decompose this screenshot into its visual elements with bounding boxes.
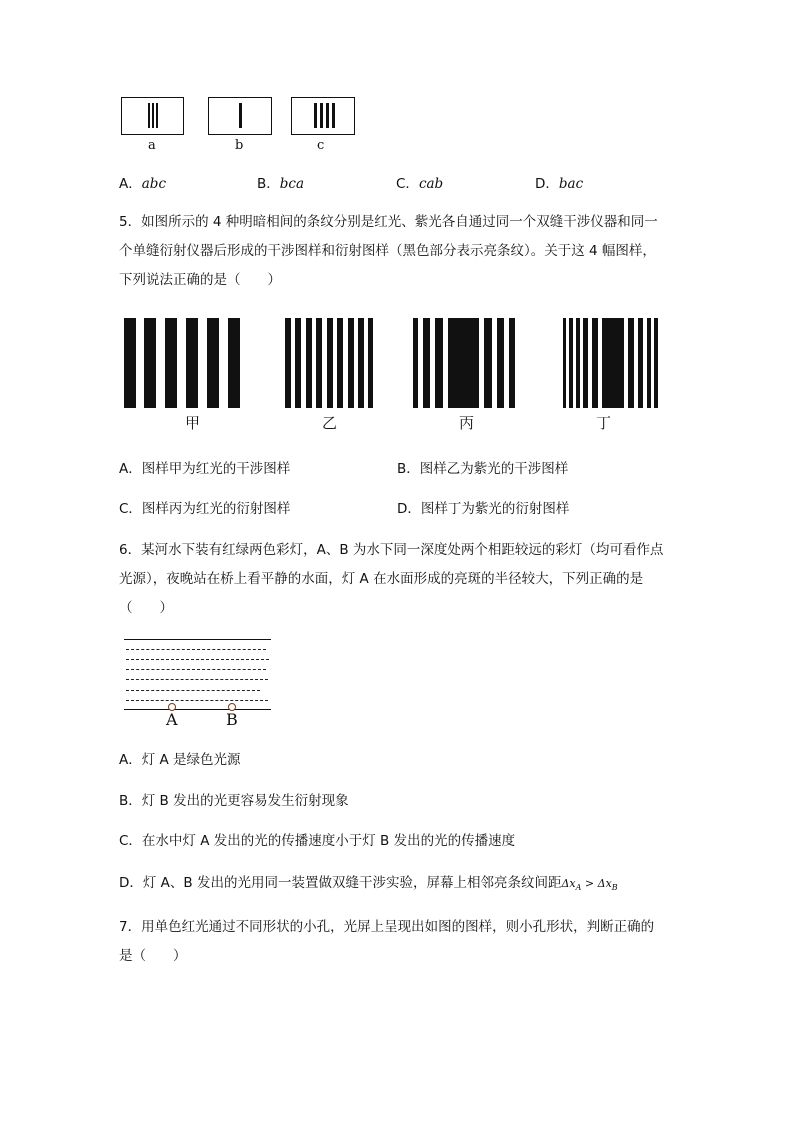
- stripe: [647, 318, 651, 408]
- stripe: [358, 318, 364, 408]
- formula-left-sub: A: [575, 883, 582, 892]
- stripe: [484, 318, 492, 408]
- q4-option-a[interactable]: [119, 174, 166, 194]
- stripe: [165, 318, 177, 408]
- stripe: [448, 318, 479, 408]
- stripe: [186, 318, 198, 408]
- q6-option-b[interactable]: B．灯 B 发出的光更容易发生衍射现象: [119, 793, 349, 809]
- q5-line: 5．如图所示的 4 种明暗相间的条纹分别是红光、紫光各自通过同一个双缝干涉仪器和同一: [119, 214, 658, 230]
- option-text: abc: [141, 176, 167, 192]
- stripe: [583, 318, 588, 408]
- stripe: [592, 318, 598, 408]
- pattern-ding: [563, 318, 661, 408]
- q6-line: 光源），夜晚站在桥上看平静的水面，灯 A 在水面形成的亮斑的半径较大，下列正确的是: [119, 571, 644, 587]
- stripe: [423, 318, 430, 408]
- q5-option-a[interactable]: A．图样甲为红光的干涉图样: [119, 461, 291, 477]
- stripe: [320, 103, 323, 128]
- q4-option-d[interactable]: [535, 174, 583, 194]
- pattern-label-bing: 丙: [459, 414, 475, 432]
- q5-line: 个单缝衍射仪器后形成的干涉图样和衍射图样（黑色部分表示亮条纹）。关于这 4 幅图样，: [119, 243, 656, 259]
- pattern-yi: [285, 318, 375, 408]
- stripe: [316, 318, 322, 408]
- pattern-bing: [413, 318, 523, 408]
- q4-option-b[interactable]: [257, 174, 304, 194]
- q6-option-d[interactable]: [119, 873, 618, 898]
- water-diagram: [120, 632, 280, 732]
- river-bed: [124, 709, 271, 710]
- stripe: [314, 103, 317, 128]
- formula-right-sub: B: [611, 883, 618, 892]
- q4-option-c[interactable]: [396, 174, 443, 194]
- water-surface: [124, 639, 271, 640]
- stripe: [124, 318, 136, 408]
- stripe: [337, 318, 343, 408]
- q6-option-a[interactable]: A．灯 A 是绿色光源: [119, 752, 241, 768]
- q5-line: 下列说法正确的是（ ）: [119, 272, 281, 288]
- stripe: [497, 318, 504, 408]
- water-line: [126, 649, 266, 650]
- stripe: [638, 318, 643, 408]
- stripe: [602, 318, 624, 408]
- pattern-box-c: [291, 97, 355, 135]
- stripe: [569, 318, 573, 408]
- stripe: [628, 318, 634, 408]
- q6-line: 6．某河水下装有红绿两色彩灯，A、B 为水下同一深度处两个相距较远的彩灯（均可看作点: [119, 542, 664, 558]
- stripe: [148, 103, 150, 128]
- formula-op: >: [581, 877, 598, 890]
- pattern-label-yi: 乙: [322, 414, 338, 432]
- lamp-label-a: A: [166, 710, 178, 729]
- option-text: bca: [279, 176, 305, 192]
- stripe: [326, 103, 329, 128]
- option-text: D．灯 A、B 发出的光用同一装置做双缝干涉实验，屏幕上相邻亮条纹间距: [119, 875, 562, 891]
- water-line: [126, 679, 268, 680]
- q5-option-b[interactable]: B．图样乙为紫光的干涉图样: [397, 461, 569, 477]
- stripe: [239, 103, 242, 128]
- stripe: [563, 318, 566, 408]
- pattern-label-jia: 甲: [185, 414, 201, 432]
- stripe: [228, 318, 240, 408]
- stripe: [156, 103, 158, 128]
- q5-option-c[interactable]: C．图样丙为红光的衍射图样: [119, 501, 291, 517]
- water-line: [126, 700, 268, 701]
- stripe: [327, 318, 333, 408]
- formula-left: Δx: [561, 877, 576, 890]
- option-letter: B．: [257, 176, 280, 192]
- q6-option-c[interactable]: C．在水中灯 A 发出的光的传播速度小于灯 B 发出的光的传播速度: [119, 833, 516, 849]
- pattern-box-b: [208, 97, 272, 135]
- option-letter: D．: [535, 176, 559, 192]
- pattern-label-ding: 丁: [596, 414, 612, 432]
- q5-stem: [119, 208, 679, 295]
- q7-line: 是（ ）: [119, 948, 187, 964]
- option-text: bac: [558, 176, 584, 192]
- stripe: [654, 318, 658, 408]
- stripe: [207, 318, 219, 408]
- stripe: [576, 318, 580, 408]
- pattern-box-a: [121, 97, 184, 135]
- box-label-b: b: [235, 138, 244, 153]
- pattern-jia: [124, 318, 244, 408]
- stripe: [285, 318, 291, 408]
- stripe: [348, 318, 354, 408]
- q7-stem: [119, 913, 679, 971]
- stripe: [144, 318, 156, 408]
- water-line: [126, 690, 260, 691]
- option-text: cab: [418, 176, 444, 192]
- stripe: [295, 318, 301, 408]
- water-line: [126, 659, 269, 660]
- formula-right: Δx: [597, 877, 612, 890]
- stripe: [332, 103, 335, 128]
- box-label-a: a: [148, 138, 156, 153]
- box-label-c: c: [317, 138, 325, 153]
- stripe: [152, 103, 154, 128]
- stripe: [435, 318, 443, 408]
- water-line: [126, 669, 266, 670]
- stripe: [368, 318, 373, 408]
- q6-stem: [119, 536, 679, 623]
- stripe: [509, 318, 515, 408]
- lamp-label-b: B: [226, 710, 238, 729]
- stripe: [306, 318, 312, 408]
- option-letter: C．: [396, 176, 419, 192]
- q5-option-d[interactable]: D．图样丁为紫光的衍射图样: [397, 501, 570, 517]
- q6-line: （ ）: [119, 600, 173, 616]
- option-letter: A．: [119, 176, 142, 192]
- fringe-formula: [561, 877, 617, 890]
- q7-line: 7．用单色红光通过不同形状的小孔，光屏上呈现出如图的图样，则小孔形状，判断正确的: [119, 919, 655, 935]
- stripe: [413, 318, 418, 408]
